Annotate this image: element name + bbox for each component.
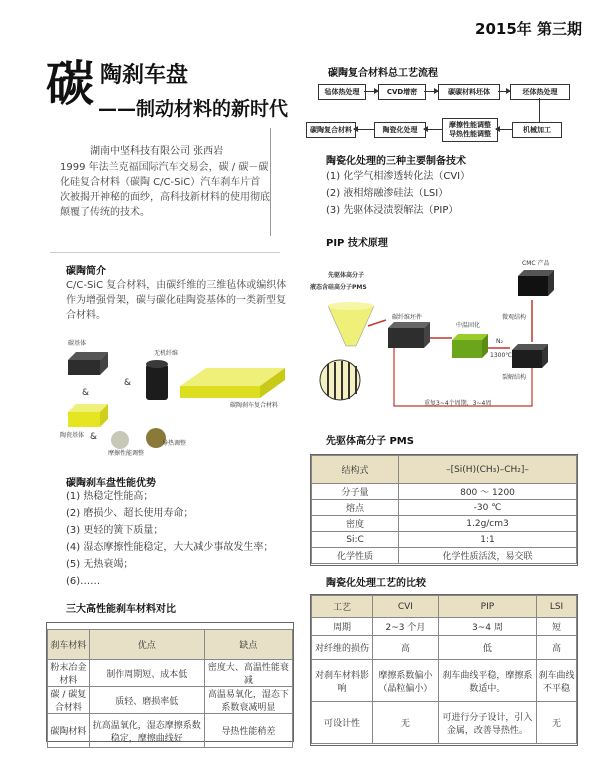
fiber-spool-top xyxy=(146,360,168,368)
list-item: (1) 化学气相渗透转化法（CVI） xyxy=(326,171,471,182)
ccsic-intro-text: C/C-SiC 复合材料，由碳纤维的三维毡体或编织体作为增强骨架，碳与碳化硅陶瓷基体的一类新型复合材料。 xyxy=(66,280,287,321)
divider-horizontal xyxy=(50,252,280,253)
arrow xyxy=(498,91,510,92)
cracked-top xyxy=(512,344,548,350)
process-title: 碳陶复合材料总工艺流程 xyxy=(328,68,438,79)
table-header: 刹车材料 xyxy=(48,630,90,660)
compare-table xyxy=(311,595,577,744)
table-header: LSI xyxy=(537,596,577,618)
fiber-spool xyxy=(146,364,168,400)
table-header: 优点 xyxy=(89,630,204,660)
label-friction-adjust: 摩擦性能调整 xyxy=(108,450,145,457)
article-subtitle: ——制动材料的新时代 xyxy=(98,98,289,120)
issue-label: 2015年 第三期 xyxy=(475,20,582,38)
list-item: (2) 液相熔融渗硅法（LSI） xyxy=(326,188,449,199)
table-header: 工艺 xyxy=(312,596,373,618)
table-row: 熔点 -30 ℃ xyxy=(312,500,577,516)
label-precursor: 先驱体高分子 xyxy=(328,272,365,279)
table-row: 密度 1.2g/cm3 xyxy=(312,516,577,532)
process-step-3: 碳碳材料坯体 xyxy=(438,84,500,100)
list-item: (5) 无热衰竭； xyxy=(66,559,134,570)
amp-1: & xyxy=(82,388,90,398)
beaker xyxy=(328,306,374,346)
process-step-4: 坯体热处理 xyxy=(510,84,570,100)
table-row: 化学性质 化学性质活泼，易交联 xyxy=(312,548,577,564)
arrow xyxy=(354,129,374,130)
ceramic-block-front xyxy=(68,412,100,427)
friction-disc xyxy=(111,431,129,449)
table-row: 分子量 800 ～ 1200 xyxy=(312,484,577,500)
cured-top xyxy=(452,334,488,340)
list-item: (2) 磨损少、超长使用寿命； xyxy=(66,508,194,519)
article-intro: 1999 年法兰克福国际汽车交易会，碳 / 碳－碳化硅复合材料（碳陶 C/C-SiC）汽车刹车片首次被揭开神秘的面纱，高科技新材料的使用彻底颠覆了传统的技术。 xyxy=(60,162,270,218)
cracked-front xyxy=(512,350,542,368)
brake-table-title: 三大高性能刹车材料对比 xyxy=(66,604,176,615)
table-header: 缺点 xyxy=(204,630,292,660)
label-cmc: CMC 产品 xyxy=(522,260,550,267)
table-row: 周期 2~3 个月 3~4 周 短 xyxy=(312,618,577,636)
title-big-char: 碳 xyxy=(46,56,95,112)
pip-diagram xyxy=(306,254,572,420)
pms-title: 先驱体高分子 PMS xyxy=(326,436,414,447)
process-step-5: 机械加工 xyxy=(512,122,562,138)
label-carbon-body: 碳基体 xyxy=(68,340,87,347)
compare-title: 陶瓷化处理工艺的比较 xyxy=(326,578,426,589)
pms-table-frame xyxy=(310,454,578,566)
label-impregnate: 液态含硅高分子PMS xyxy=(310,284,367,291)
preform-front xyxy=(388,328,424,348)
pms-formula: –[Si(H)(CH₃)–CH₂]– xyxy=(399,456,577,484)
label-preform: 碳纤维坯件 xyxy=(392,314,423,321)
pip-arrow xyxy=(368,320,386,326)
methods-title: 陶瓷化处理的三种主要制备技术 xyxy=(326,156,466,167)
carbon-block-front xyxy=(68,360,100,375)
brake-table-frame xyxy=(46,622,294,742)
table-row: 粉末冶金材料 制作周期短、成本低 密度大、高温性能衰减 xyxy=(48,660,293,687)
process-step-2: CVD增密 xyxy=(378,84,426,100)
divider-vertical xyxy=(270,128,271,236)
amp-2: & xyxy=(124,378,132,388)
label-n2: N₂ xyxy=(496,338,503,345)
advantages-title: 碳陶刹车盘性能优势 xyxy=(66,478,156,489)
table-row: 碳陶材料 抗高温氧化，湿态摩擦系数稳定，摩擦曲线好 导热性能稍差 xyxy=(48,714,293,748)
cured-front xyxy=(452,340,482,358)
process-step-6: 摩擦性能调整 导热性能调整 xyxy=(442,118,498,142)
table-row: 对刹车材料影响 摩擦系数偏小（晶粒偏小） 刹车曲线平稳，摩擦系数适中。 刹车曲线不平稳 xyxy=(312,660,577,702)
arrow xyxy=(424,91,438,92)
list-item: (3) 更轻的簧下质量； xyxy=(66,525,164,536)
label-product: 碳陶刹车复合材料 xyxy=(230,402,279,409)
cmc-top xyxy=(518,270,554,276)
ccsic-intro-title: 碳陶简介 xyxy=(66,266,106,277)
process-step-8: 碳陶复合材料 xyxy=(306,122,356,138)
cmc-front xyxy=(518,276,548,296)
label-ceramic-body: 陶瓷基体 xyxy=(60,432,85,439)
methods-list xyxy=(326,168,470,219)
arrow xyxy=(496,129,512,130)
connector xyxy=(539,98,540,122)
pms-structure-label: 结构式 xyxy=(312,456,399,484)
label-micro1: 微观结构 xyxy=(502,314,527,321)
label-repeat: 重复3~4个周期，3~4周 xyxy=(424,400,492,407)
product-plate-front xyxy=(180,386,260,398)
label-cure: 中温固化 xyxy=(456,322,481,329)
table-header: CVI xyxy=(373,596,439,618)
article-author: 湖南中坚科技有限公司 张西岩 xyxy=(90,146,224,157)
process-step-7: 陶瓷化处理 xyxy=(374,122,426,138)
preform-top xyxy=(388,322,430,328)
brake-table xyxy=(47,629,293,748)
beaker-top xyxy=(328,302,374,310)
table-header: PIP xyxy=(438,596,536,618)
table-row: 对纤维的损伤 高 低 高 xyxy=(312,636,577,660)
list-item: (3) 先驱体浸渍裂解法（PIP） xyxy=(326,205,459,216)
process-step-1: 毡体热处理 xyxy=(318,84,366,100)
pms-table xyxy=(311,455,577,564)
list-item: (1) 热稳定性能高； xyxy=(66,491,154,502)
article-title: 陶刹车盘 xyxy=(100,63,189,88)
label-temp: 1300℃ xyxy=(490,352,513,359)
arrow xyxy=(424,129,442,130)
label-fiber: 无机纤维 xyxy=(154,350,179,357)
table-row: Si:C 1:1 xyxy=(312,532,577,548)
table-row: 碳 / 碳复合材料 质轻、磨损率低 高温易氧化，湿态下系数衰减明显 xyxy=(48,687,293,714)
list-item: (6)…… xyxy=(66,576,101,587)
label-pyrolysis: 裂解结构 xyxy=(502,374,527,381)
label-wear-adjust: 导热调整 xyxy=(162,440,187,447)
list-item: (4) 湿态摩擦性能稳定，大大减少事故发生率； xyxy=(66,542,274,553)
arrow xyxy=(364,91,378,92)
micro-circle xyxy=(320,360,360,400)
advantages-list xyxy=(66,488,306,590)
pip-title: PIP 技术原理 xyxy=(326,238,388,249)
table-row: 可设计性 无 可进行分子设计，引入金属，改善导热性。 无 xyxy=(312,702,577,744)
compare-table-frame xyxy=(310,594,578,746)
material-illustration xyxy=(60,330,300,457)
amp-3: & xyxy=(90,432,98,442)
